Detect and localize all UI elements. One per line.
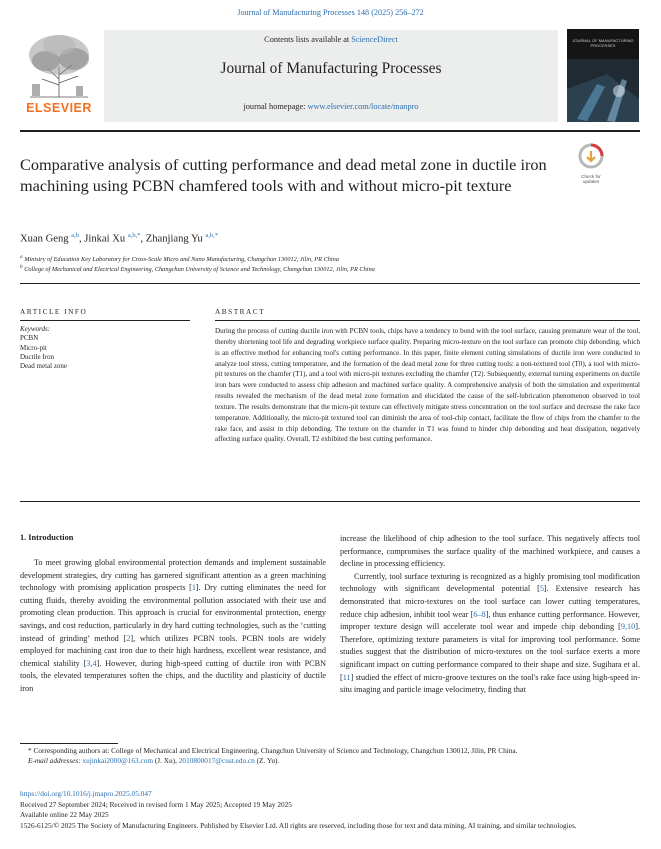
check-updates-line1: Check for <box>581 174 601 179</box>
citation-link[interactable]: 11 <box>342 672 351 682</box>
abstract-bottom-rule <box>20 501 640 502</box>
citation-link[interactable]: 2 <box>126 633 131 643</box>
affiliation-mark: b <box>20 264 23 270</box>
check-updates-icon <box>571 143 611 169</box>
affiliation-a <box>20 254 339 263</box>
contents-prefix: Contents lists available at <box>264 35 352 44</box>
citation-link[interactable]: 5 <box>539 584 544 594</box>
publication-info <box>20 789 640 831</box>
check-for-updates-badge[interactable] <box>571 143 611 183</box>
author-name[interactable]: Zhanjiang Yu <box>145 233 203 245</box>
author-affiliation-mark[interactable]: a,b,* <box>205 232 219 239</box>
check-updates-line2: updates <box>582 179 600 184</box>
keyword-item: Ductile Iron <box>20 352 55 361</box>
body-paragraph: To meet growing global environmental protection demands and implement sustainable development strategies, dry cutting has garnered significant attention as a green machining technology with promising application prospects [1]. Dry cutting eliminates the need for cutting fluids, thereby avoiding the environmental pollution associated with their use and promoting clean production. This approach is crucial for environmental protection, energy savings, and cost reduction, particularly in dry hard cutting technologies, such as the ‘cutting instead of grinding’ method [2], which utilizes PCBN tools. PCBN tools are widely employed for machining cast iron due to their high hardness, excellent wear resistance, and chemical stability [3,4]. However, during high-speed cutting of ductile iron with PCBN tools, the elevated temperatures soften the chips, and the ductility and plasticity of ductile iron <box>20 558 327 693</box>
available-online-date: Available online 22 May 2025 <box>20 810 109 820</box>
footnote-text: Corresponding authors at: College of Mechanical and Electrical Engineering, Changchun University of Science and Technology, Changchun 130012, Jilin, PR China. <box>33 746 518 755</box>
article-title: Comparative analysis of cutting performance and dead metal zone in ductile iron machining using PCBN chamfered tools with and without micro-pit texture <box>20 155 547 195</box>
body-paragraph: Currently, tool surface texturing is recognized as a highly promising tool modification technology with significant developmental potential [5]. Extensive research has demonstrated that micro-textures on the tool surface can lower cutting temperatures, reduce chip adhesion, inhibit tool wear [6–8], thus enhance cutting performance. However, improper texture design will accelerate tool wear and impede chip debonding [9,10]. Therefore, optimizing texture parameters is vital for improving tool performance. Some studies suggest that the distribution of micro-textures on the tool surface exerts a more significant impact on cutting performance compared to their shape and size. Sugihara et al. [11] studied the effect of micro-groove textures on the tool's rake face using high-speed in-situ imaging and particle image velocimetry, finding that <box>340 571 640 695</box>
author-name[interactable]: Xuan Geng <box>20 233 69 245</box>
author-list: Xuan Geng $^{a,b}$, Jinkai Xu $^{a,b,*}$, Zhanjiang Yu $^{a,b,*}$ <box>20 232 219 245</box>
elsevier-wordmark: ELSEVIER <box>26 101 92 115</box>
author-affiliation-mark[interactable]: a,b,* <box>127 232 141 239</box>
abstract-heading: ABSTRACT <box>215 307 266 316</box>
corresponding-author-footnote <box>20 746 640 767</box>
footnote-asterisk: * <box>28 746 34 755</box>
article-info-rule <box>20 320 190 321</box>
sciencedirect-link[interactable]: ScienceDirect <box>351 35 398 44</box>
footnote-rule <box>20 743 118 744</box>
body-column-left <box>20 557 326 696</box>
keyword-item: PCBN <box>20 334 39 343</box>
journal-title: Journal of Manufacturing Processes <box>220 60 442 77</box>
journal-reference[interactable]: Journal of Manufacturing Processes 148 (2025) 256–272 <box>237 8 424 17</box>
contents-available-line <box>104 35 558 44</box>
author-affiliation-mark[interactable]: a,b <box>71 232 79 239</box>
email-owner: (J. Xu), <box>153 756 179 766</box>
email-label: E-mail addresses: <box>28 756 83 766</box>
affiliation-rule <box>20 283 640 284</box>
affiliation-text: College of Mechanical and Electrical Engineering, Changchun University of Science and Technology, Changchun 130012, Jilin, PR China <box>24 266 375 274</box>
doi-link[interactable]: https://doi.org/10.1016/j.jmapro.2025.05.047 <box>20 789 152 798</box>
journal-homepage-line <box>104 102 558 111</box>
keywords-block <box>20 325 67 371</box>
copyright-notice: 1526-6125/© 2025 The Society of Manufacturing Engineers. Published by Elsevier Ltd. All rights are reserved, including those for text and data mining, AI training, and similar technologies. <box>20 820 577 830</box>
email-link[interactable]: xujinkai2000@163.com <box>82 756 154 766</box>
keyword-item: Micro-pit <box>20 343 47 352</box>
citation-link[interactable]: 6–8 <box>473 609 486 619</box>
homepage-prefix: journal homepage: <box>243 102 308 111</box>
body-paragraph: increase the likelihood of chip adhesion to the tool surface. This negatively affects tool performance, compromises the surface quality of the machined workpiece, and causes a decline in processing efficiency. <box>340 534 640 569</box>
email-owner: (Z. Yu). <box>254 756 280 766</box>
keyword-item: Dead metal zone <box>20 362 68 371</box>
section-heading-introduction: 1. Introduction <box>20 533 74 542</box>
citation-link[interactable]: 1 <box>191 583 196 593</box>
homepage-link[interactable]: www.elsevier.com/locate/manpro <box>307 102 419 111</box>
author-name[interactable]: Jinkai Xu <box>84 233 126 245</box>
abstract-rule <box>215 320 640 321</box>
body-column-right <box>340 533 640 697</box>
keywords-label: Keywords: <box>20 325 51 333</box>
received-dates: Received 27 September 2024; Received in revised form 1 May 2025; Accepted 19 May 2025 <box>20 799 292 809</box>
journal-cover-image <box>567 29 639 122</box>
citation-link[interactable]: 3,4 <box>86 658 97 668</box>
article-info-heading: ARTICLE INFO <box>20 307 88 316</box>
abstract-text: During the process of cutting ductile iron with PCBN tools, chips have a tendency to bond with the tool surface, causing premature wear of the tool, thereby shortening tool life and degrading workpiece surface quality. Preparing micro-texture on the tool surface can promote chip debonding, which is an effective method for enhancing tool's cutting performance. In this paper, finite element cutting simulations of ductile iron were conducted to analyze tool stress, cutting temperature, and the formation of the dead metal zone for three cutting tools: a non-textured tool (T0), a tool with micro-pit textures on the chamfer (T1), and a tool with micro-pit textures excluding the chamfer (T2). Subsequently, external turning experiments on ductile iron bars were conducted to assess chip adhesion and machined surface quality. A comprehensive analysis of both the simulation and experimental results revealed the mechanism of the dead metal zone formation and elucidated the cause of the self-lubrication phenomenon observed in tool texture. The results demonstrate that the micro-pit texture can effectively mitigate stress concentration on the tool surface and decrease the rake face temperature. Additionally, the micro-pit textured tool can diminish the area of tool-chip contact, facilitate the flow of chips from the chamfer to the rake face, and assist in chip debonding. The texture on the chamfer in T1 was found to hinder chip debonding and heat dissipation, negatively affecting surface quality. Overall, T2 exhibited the best cutting performance. <box>215 327 640 444</box>
affiliation-mark: a <box>20 254 23 260</box>
citation-link[interactable]: 9,10 <box>620 622 636 632</box>
affiliation-text: Ministry of Education Key Laboratory for Cross-Scale Micro and Nano Manufacturing, Changchun 130012, Jilin, PR China <box>24 256 339 264</box>
header-rule <box>20 130 640 132</box>
cover-title: JOURNAL OF MANUFACTURING PROCESSES <box>572 38 634 48</box>
affiliation-b <box>20 264 375 273</box>
email-link[interactable]: 2010800017@cust.edu.cn <box>178 756 255 766</box>
